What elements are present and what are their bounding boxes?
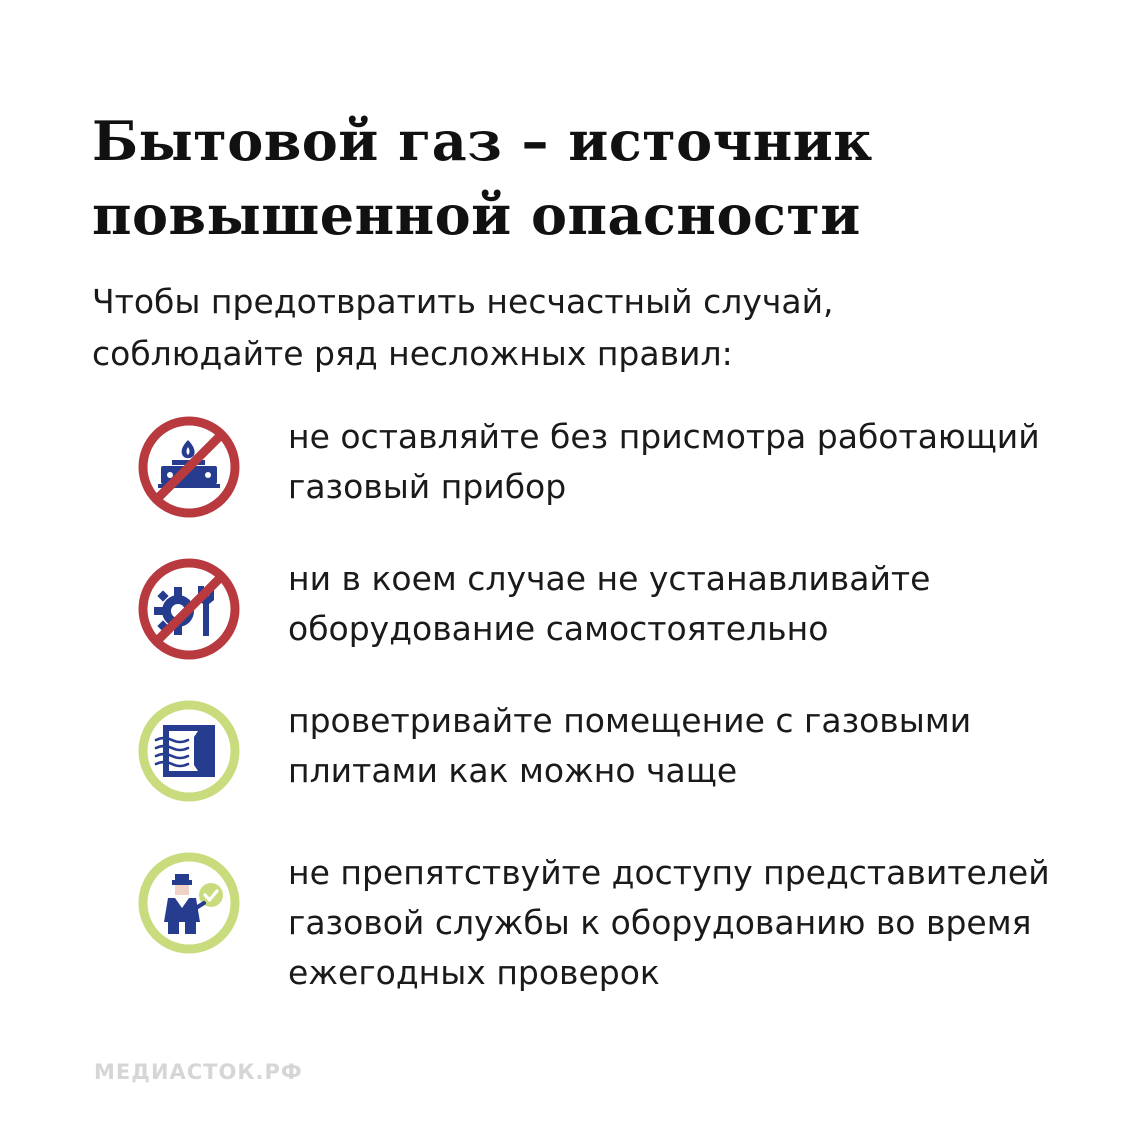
rule-text-line: не препятствуйте доступу представителей [288,853,1050,892]
brand-watermark: МЕДИАСТОК.РФ [94,1060,303,1084]
intro-text-line-1: Чтобы предотвратить несчастный случай, [92,282,834,321]
no-unattended-stove-icon [136,414,242,520]
gas-inspector-icon [136,850,242,956]
page-title [92,104,1092,252]
rule-text-line: ни в коем случае не устанавливайте [288,559,931,598]
rule-text [288,412,1108,512]
rule-text-line: оборудование самостоятельно [288,609,829,648]
rule-text-line: ежегодных проверок [288,953,660,992]
rule-text-line: газовый прибор [288,467,567,506]
rule-text-line: газовой службы к оборудованию во время [288,903,1032,942]
rule-text-line: проветривайте помещение с газовыми [288,701,972,740]
page-title-line-1: Бытовой газ – источник [92,109,873,173]
rule-text-line: плитами как можно чаще [288,751,738,790]
intro-text-line-2: соблюдайте ряд несложных правил: [92,334,733,373]
intro-text [92,276,1092,380]
rule-text [288,554,1108,654]
rule-text [288,696,1108,796]
page-title-line-2: повышенной опасности [92,183,861,247]
rule-text [288,848,1108,998]
ventilate-window-icon [136,698,242,804]
rule-text-line: не оставляйте без присмотра работающий [288,417,1040,456]
no-self-install-icon [136,556,242,662]
